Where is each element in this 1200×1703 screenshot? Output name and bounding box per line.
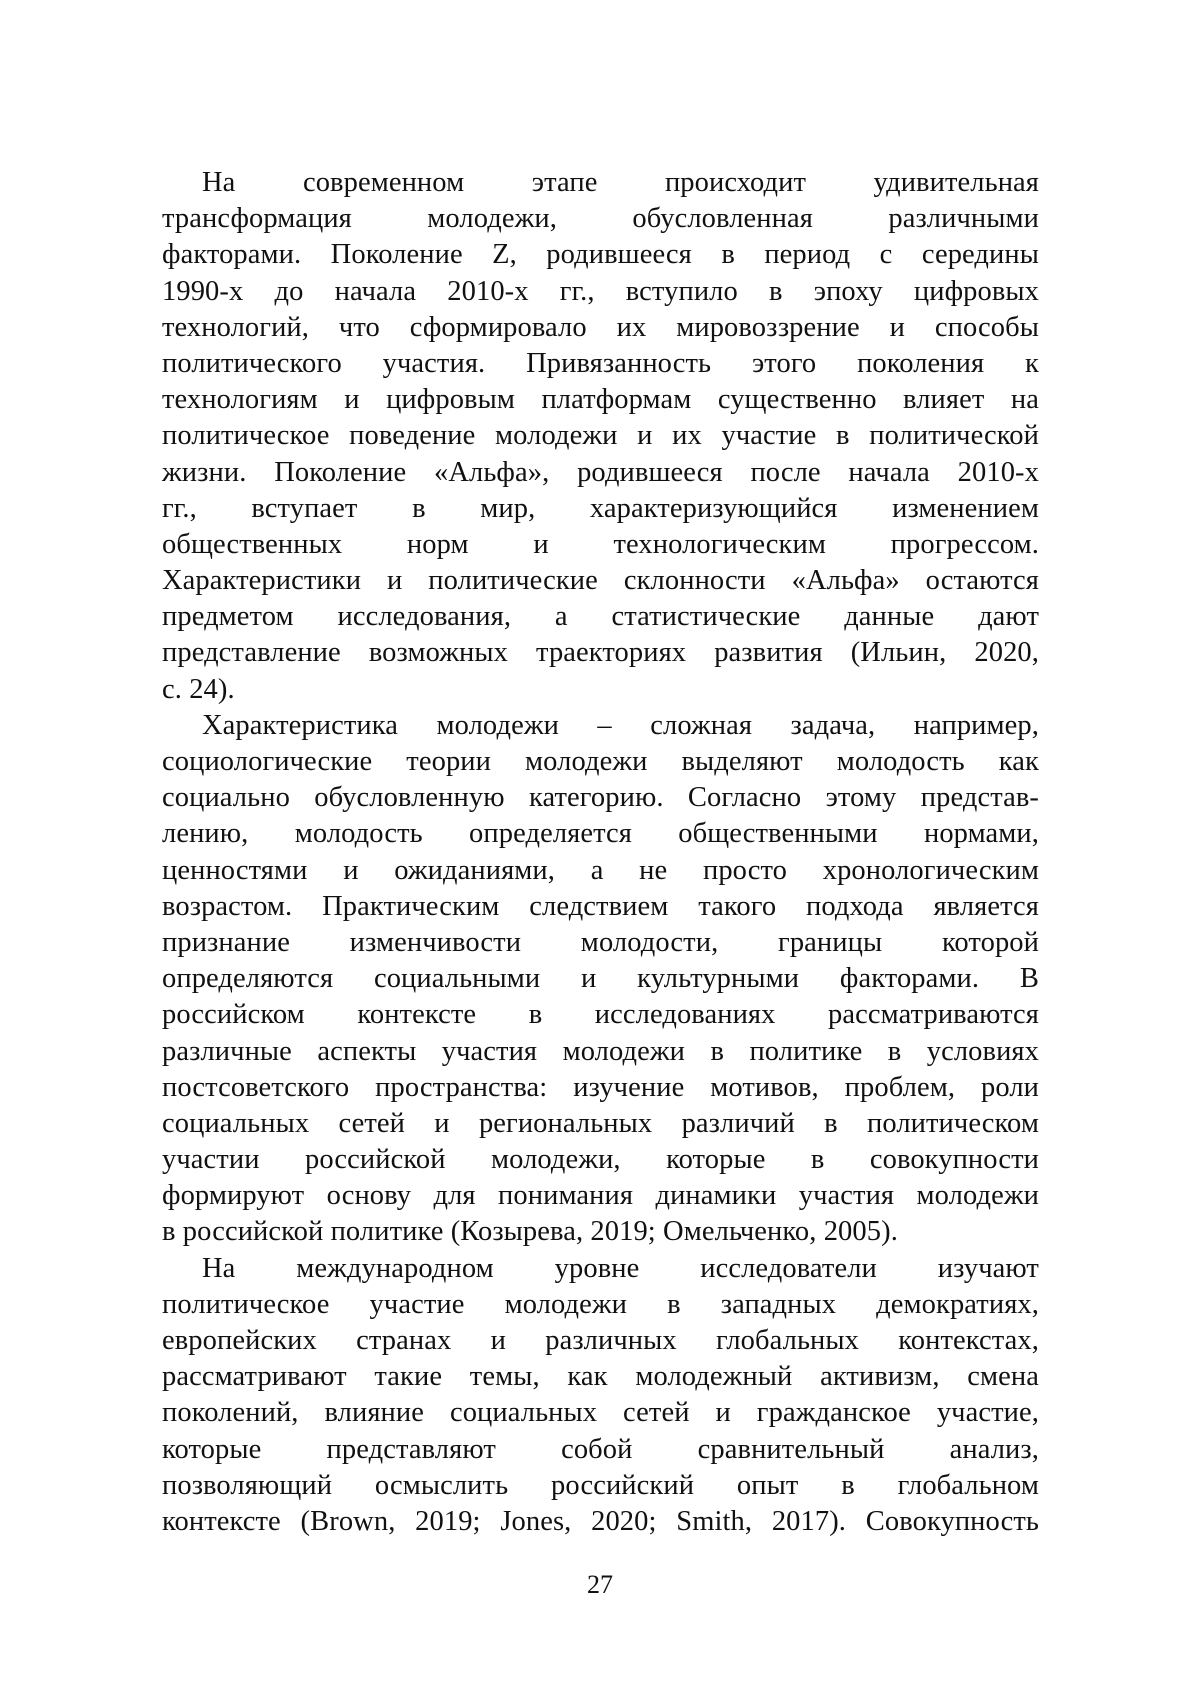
text-line: гг., вступает в мир, характеризующийся изменением — [162, 492, 1039, 524]
text-line: жизни. Поколение «Альфа», родившееся после начала 2010-х — [162, 456, 1039, 488]
text-line: социально обусловленную категорию. Согласно этому представ- — [162, 782, 1039, 814]
text-line: предметом исследования, а статистические данные дают — [162, 601, 1039, 633]
text-line: участии российской молодежи, которые в совокупности — [162, 1144, 1039, 1176]
text-line: рассматривают такие темы, как молодежный активизм, смена — [162, 1361, 1039, 1393]
text-line: формируют основу для понимания динамики участия молодежи — [162, 1180, 1039, 1212]
text-line: На международном уровне исследователи изучают — [202, 1252, 1039, 1284]
text-line: которые представляют собой сравнительный анализ, — [162, 1433, 1039, 1465]
text-line: ценностями и ожиданиями, а не просто хронологическим — [162, 854, 1039, 886]
text-line: поколений, влияние социальных сетей и гражданское участие, — [162, 1397, 1039, 1429]
text-line: 1990-х до начала 2010-х гг., вступило в эпоху цифровых — [162, 275, 1039, 307]
text-line: технологиям и цифровым платформам существенно влияет на — [162, 384, 1039, 416]
page-number: 27 — [587, 1570, 613, 1599]
text-line: позволяющий осмыслить российский опыт в глобальном — [162, 1469, 1039, 1501]
text-line: европейских странах и различных глобальных контекстах, — [162, 1325, 1039, 1356]
text-line: Характеристика молодежи – сложная задача, например, — [202, 709, 1039, 741]
text-line: политического участия. Привязанность этого поколения к — [162, 347, 1039, 379]
text-line: факторами. Поколение Z, родившееся в период с середины — [162, 239, 1039, 271]
text-line: определяются социальными и культурными факторами. В — [162, 963, 1039, 995]
text-line: технологий, что сформировало их мировоззрение и способы — [162, 311, 1039, 343]
text-line: социальных сетей и региональных различий в политическом — [162, 1107, 1039, 1139]
text-line: возрастом. Практическим следствием такого подхода является — [162, 890, 1039, 922]
text-line: различные аспекты участия молодежи в политике в условиях — [162, 1035, 1039, 1067]
text-line: российском контексте в исследованиях рассматриваются — [162, 999, 1039, 1031]
body-text — [162, 165, 1039, 1540]
text-line: Характеристики и политические склонности «Альфа» остаются — [162, 565, 1039, 597]
text-line: социологические теории молодежи выделяют молодость как — [162, 746, 1039, 777]
text-line: политическое участие молодежи в западных демократиях, — [162, 1288, 1039, 1320]
text-line: политическое поведение молодежи и их участие в политической — [162, 420, 1039, 452]
text-line: контексте (Brown, 2019; Jones, 2020; Smith, 2017). Совокупность — [162, 1505, 1039, 1537]
text-line: лению, молодость определяется общественными нормами, — [162, 818, 1039, 850]
text-line: в российской политике (Козырева, 2019; Омельченко, 2005). — [162, 1216, 898, 1248]
text-line: постсоветского пространства: изучение мотивов, проблем, роли — [162, 1071, 1039, 1103]
text-line: На современном этапе происходит удивительная — [202, 167, 1039, 198]
text-line: с. 24). — [162, 673, 235, 705]
text-line: общественных норм и технологическим прогрессом. — [162, 528, 1039, 560]
text-line: признание изменчивости молодости, границы которой — [162, 926, 1039, 958]
text-line: трансформация молодежи, обусловленная различными — [162, 203, 1039, 235]
text-line: представление возможных траекториях развития (Ильин, 2020, — [162, 637, 1039, 669]
